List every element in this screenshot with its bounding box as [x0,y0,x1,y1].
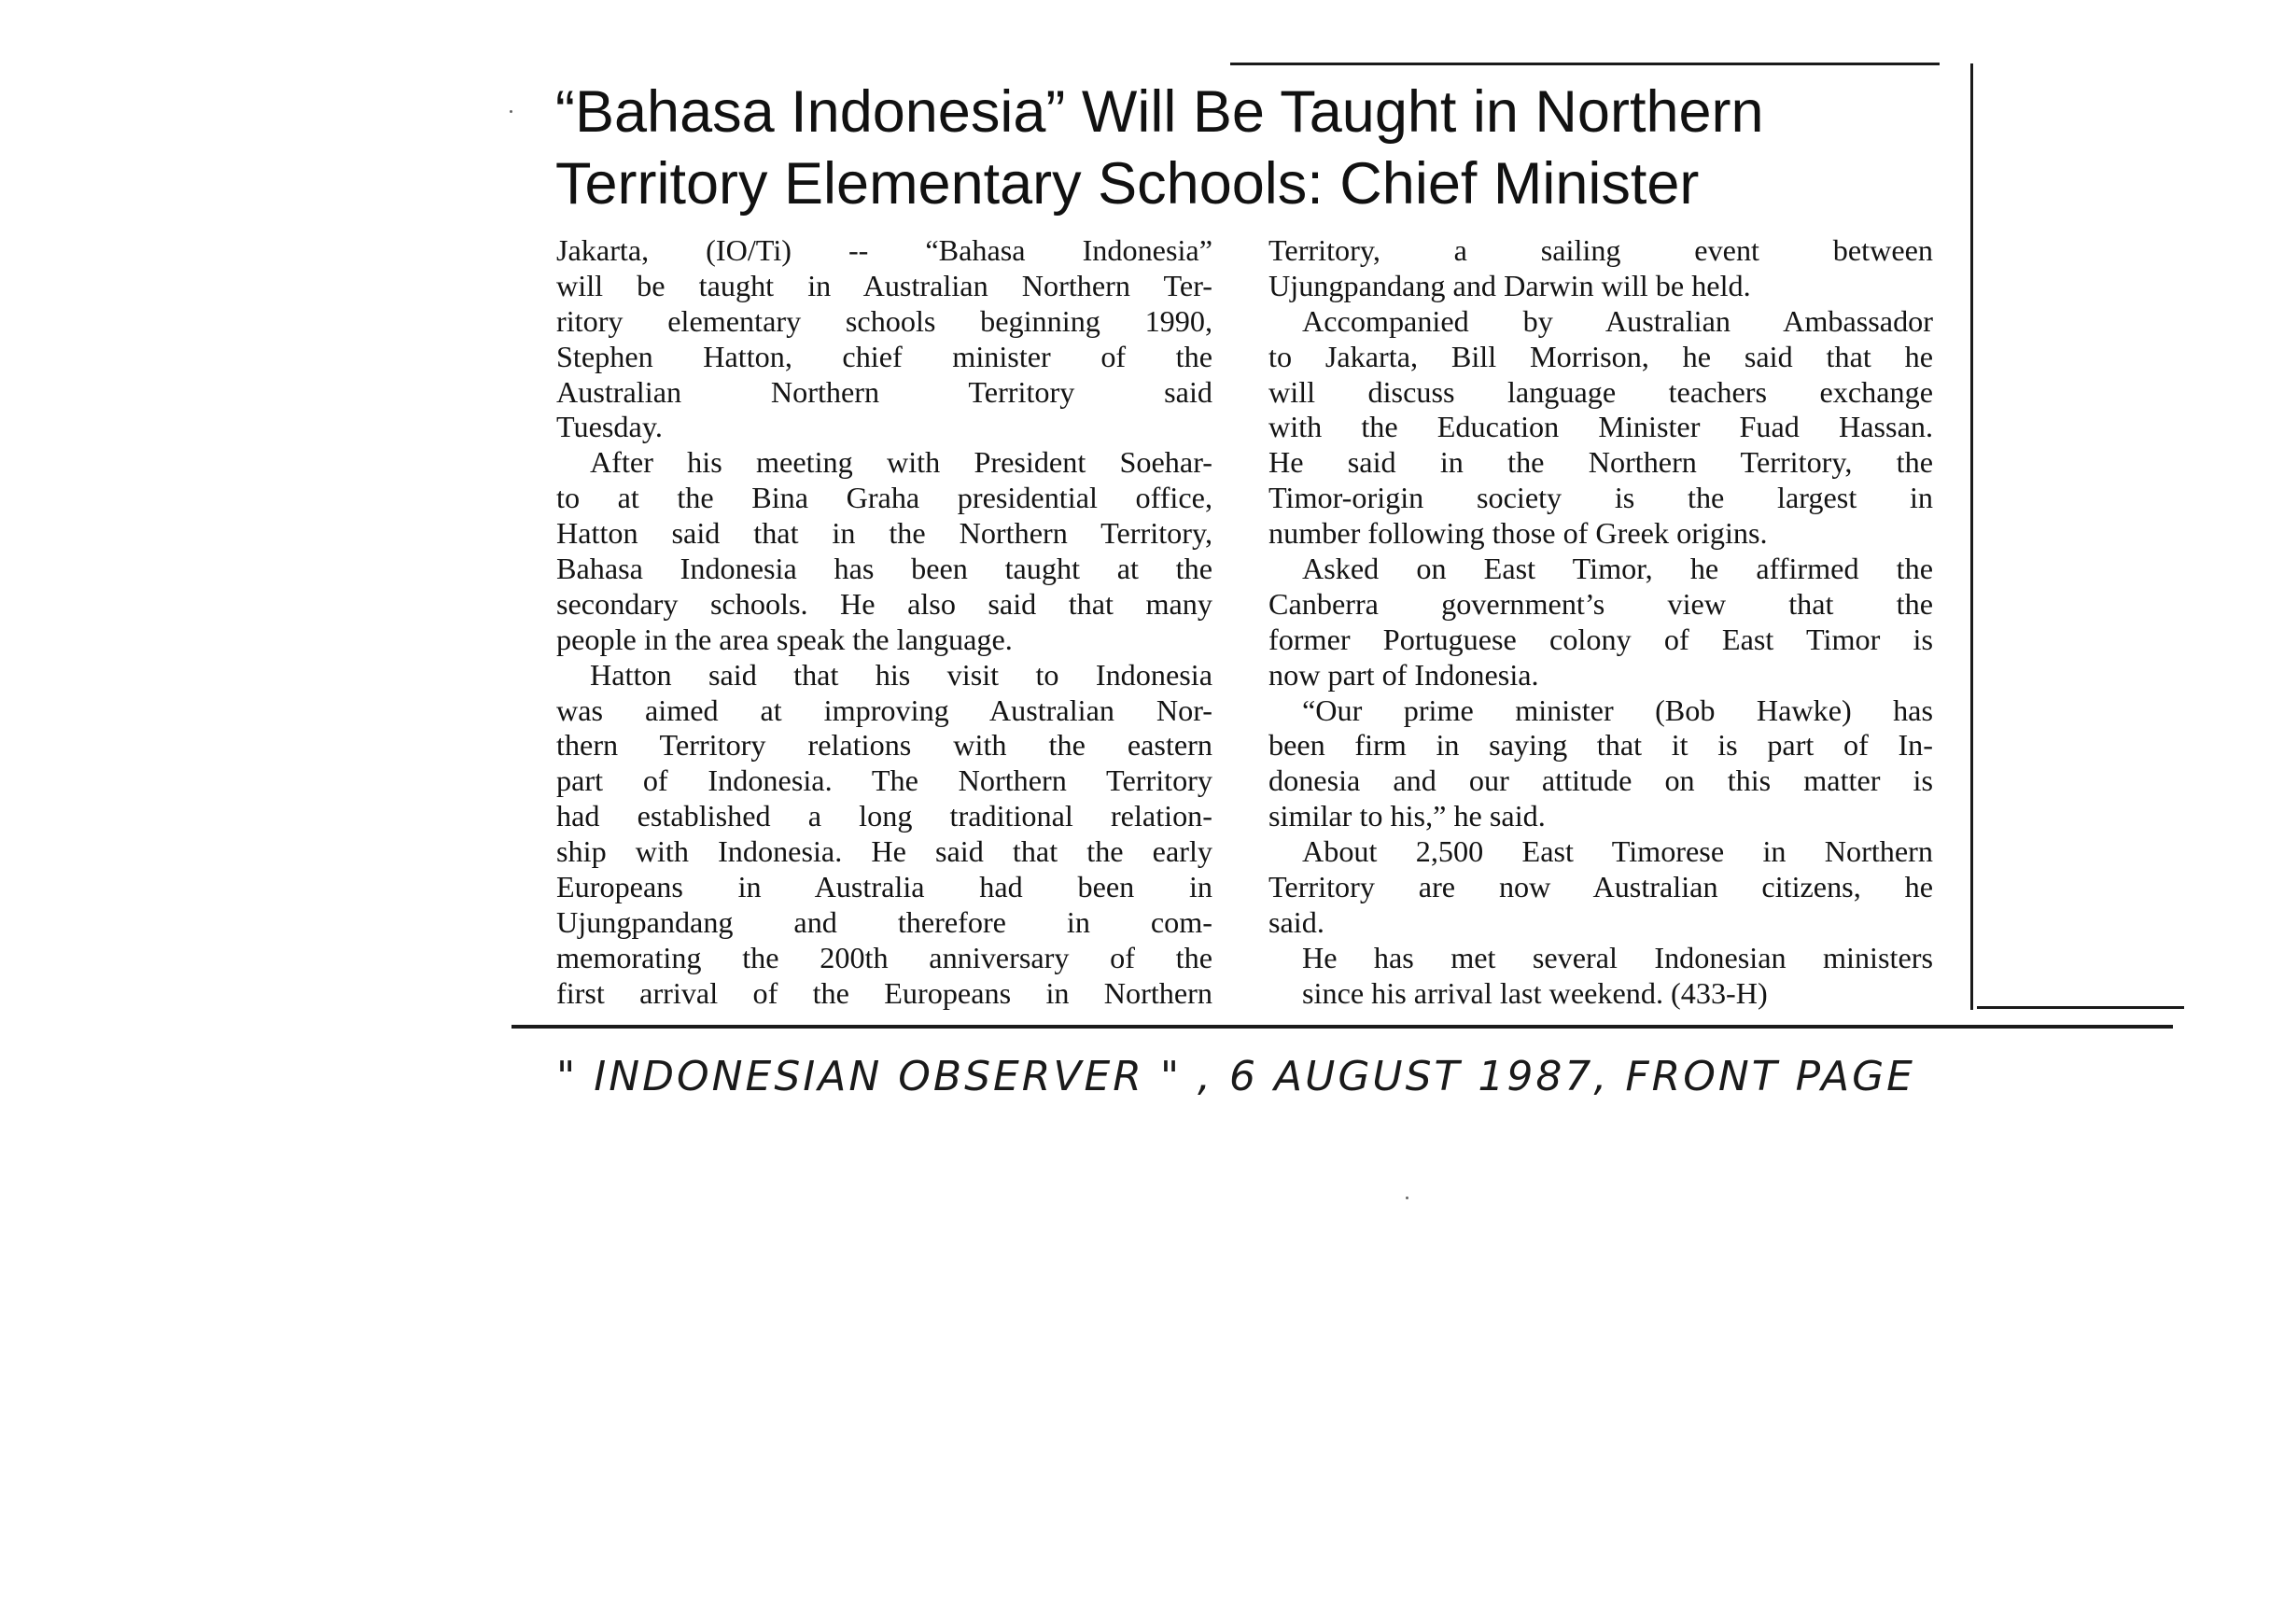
article-line: Bahasa Indonesia has been taught at the [556,552,1212,586]
article-line: Ujungpandang and Darwin will be held. [1268,268,1751,302]
article-line: Europeans in Australia had been in [556,870,1212,904]
article-line: “Our prime minister (Bob Hawke) has [1302,693,1933,727]
article-line: number following those of Greek origins. [1268,516,1768,551]
article-line: donesia and our attitude on this matter is [1268,763,1933,798]
article-line: memorating the 200th anniversary of the [556,940,1212,974]
article-line: Timor-origin society is the largest in [1268,481,1933,515]
handwritten-source-caption: " INDONESIAN OBSERVER " , 6 AUGUST 1987, FRONT PAGE [556,1053,1915,1100]
article-line: Stephen Hatton, chief minister of the [556,339,1212,373]
article-line: been firm in saying that it is part of In- [1268,728,1933,763]
article-column-right [1268,233,1933,1012]
article-line: Territory are now Australian citizens, he [1268,870,1933,904]
article-line: had established a long traditional relation- [556,799,1212,833]
article-line: He has met several Indonesian ministers [1302,940,1933,974]
scan-speck [510,110,512,113]
article-line: Jakarta, (IO/Ti) -- “Bahasa Indonesia” [556,233,1212,267]
headline [555,77,1974,220]
article-line: Accompanied by Australian Ambassador [1302,303,1933,338]
article-line: ship with Indonesia. He said that the early [556,834,1212,869]
article-line: with the Education Minister Fuad Hassan. [1268,410,1933,444]
article-line: Asked on East Timor, he affirmed the [1302,552,1933,586]
article-line: to Jakarta, Bill Morrison, he said that he [1268,339,1933,373]
article-column-left [556,233,1212,1012]
article-line: ritory elementary schools beginning 1990, [556,303,1212,338]
article-line: will discuss language teachers exchange [1268,374,1933,409]
article-line: former Portuguese colony of East Timor is [1268,622,1933,656]
article-line: Hatton said that in the Northern Territory, [556,516,1212,551]
article-line: Australian Northern Territory said [556,374,1212,409]
article-line: secondary schools. He also said that many [556,586,1212,621]
article-line: to at the Bina Graha presidential office, [556,481,1212,515]
article-line: since his arrival last weekend. (433-H) [1302,975,1768,1010]
article-line: He said in the Northern Territory, the [1268,445,1933,480]
article-line: After his meeting with President Soehar- [590,445,1212,480]
article-line: Ujungpandang and therefore in com- [556,904,1212,939]
article-bottom-rule [511,1025,2173,1029]
headline-line-1: “Bahasa Indonesia” Will Be Taught in Northern [555,79,1764,145]
scan-speck [1406,1197,1408,1199]
article-line: part of Indonesia. The Northern Territory [556,763,1212,798]
article-line: Hatton said that his visit to Indonesia [590,657,1212,692]
article-line: similar to his,” he said. [1268,799,1546,833]
article-line: Tuesday. [556,410,663,444]
article-line: said. [1268,904,1324,939]
article-line: Canberra government’s view that the [1268,586,1933,621]
headline-line-2: Territory Elementary Schools: Chief Minister [555,151,1700,217]
top-rule [1230,63,1940,65]
article-line: was aimed at improving Australian Nor- [556,693,1212,727]
article-line: thern Territory relations with the eastern [556,728,1212,763]
bottom-right-rule [1977,1006,2184,1009]
article-line: About 2,500 East Timorese in Northern [1302,834,1933,869]
article-line: Territory, a sailing event between [1268,233,1933,267]
article-line: now part of Indonesia. [1268,657,1539,692]
article-line: first arrival of the Europeans in Northern [556,975,1212,1010]
article-line: people in the area speak the language. [556,622,1013,656]
article-line: will be taught in Australian Northern Ter- [556,268,1212,302]
